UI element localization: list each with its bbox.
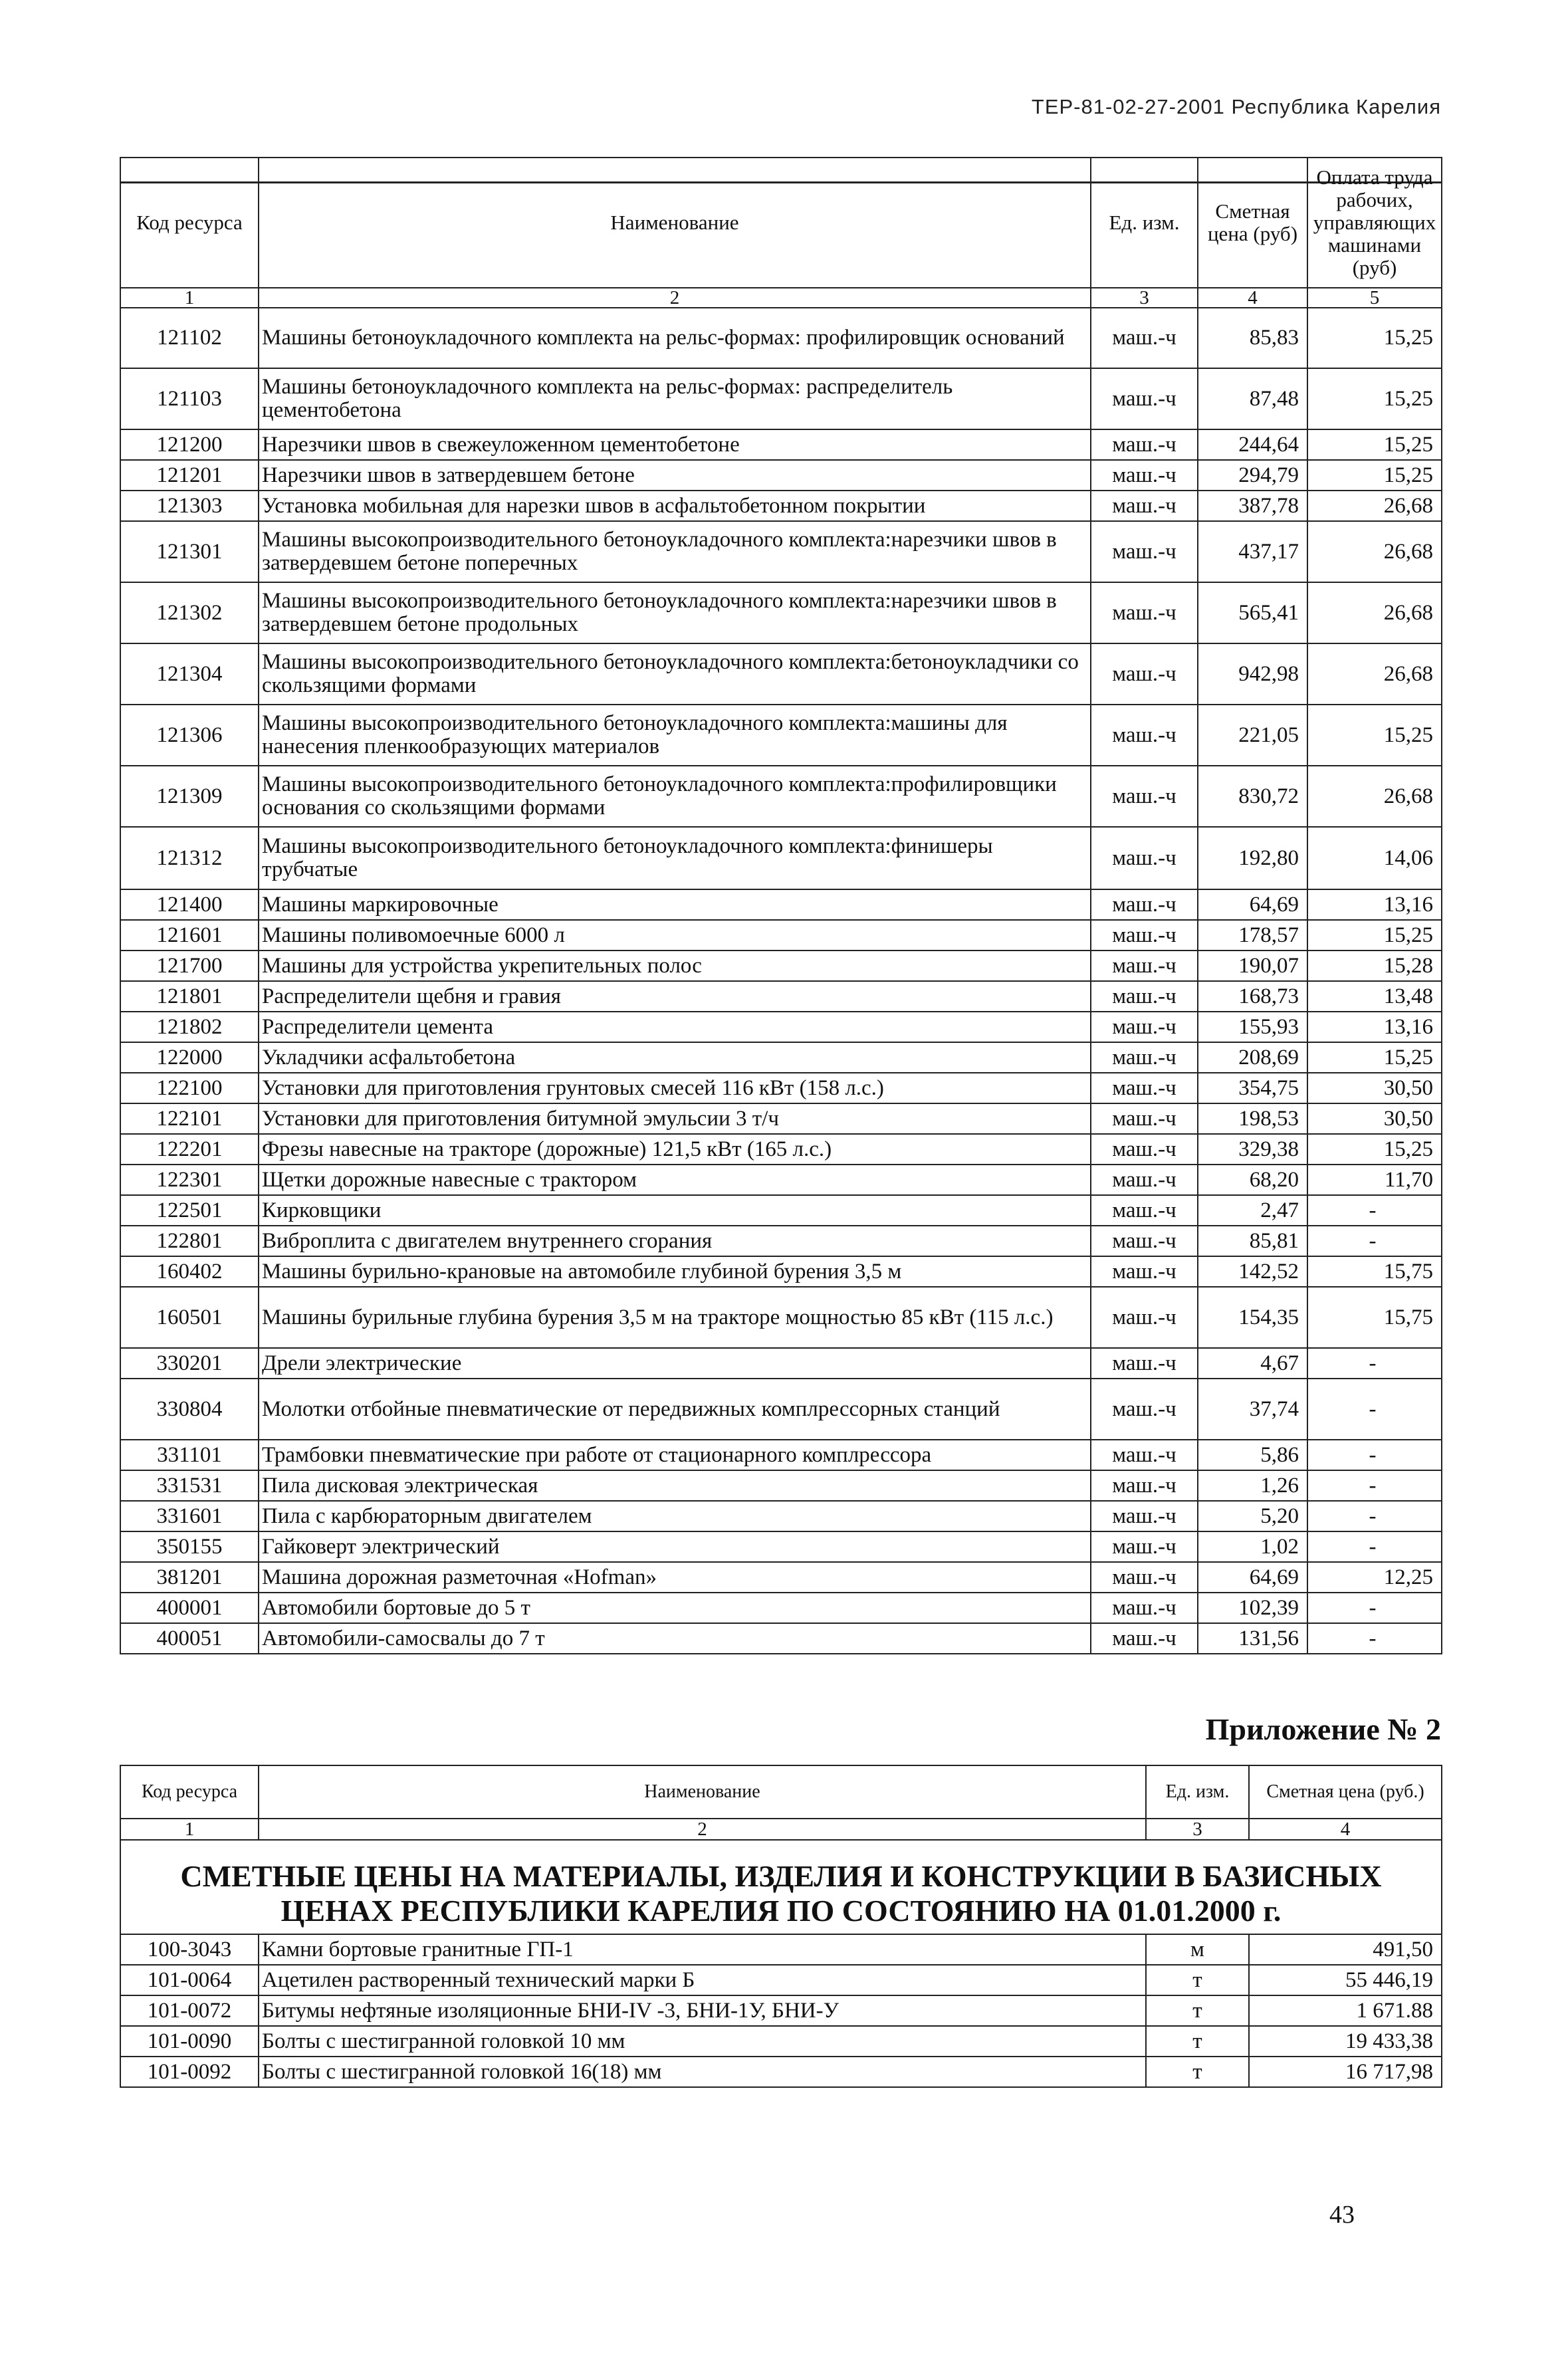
row-price: 1,26 <box>1198 1470 1307 1501</box>
row-wage: - <box>1307 1470 1442 1501</box>
row-unit: маш.-ч <box>1091 1287 1198 1348</box>
row-name: Укладчики асфальтобетона <box>259 1042 1091 1073</box>
row-wage: 30,50 <box>1307 1103 1442 1134</box>
row-wage: 15,25 <box>1307 1042 1442 1073</box>
row-price: 565,41 <box>1198 582 1307 643</box>
row-name: Кирковщики <box>259 1195 1091 1226</box>
row-wage: 30,50 <box>1307 1073 1442 1103</box>
row-unit: маш.-ч <box>1091 1379 1198 1440</box>
table-row <box>120 1287 1442 1348</box>
row-name: Машины бетоноукладочного комплекта на рельс-формах: профилировщик оснований <box>259 308 1091 368</box>
row-code: 121200 <box>120 429 259 460</box>
row-wage: - <box>1307 1226 1442 1256</box>
table-body <box>120 1934 1442 2087</box>
row-code: 121102 <box>120 308 259 368</box>
table-row <box>120 2026 1442 2057</box>
col-number: 2 <box>259 1819 1146 1840</box>
row-code: 122000 <box>120 1042 259 1073</box>
row-price: 85,83 <box>1198 308 1307 368</box>
row-unit: маш.-ч <box>1091 981 1198 1012</box>
table-row <box>120 1256 1442 1287</box>
row-code: 122801 <box>120 1226 259 1256</box>
row-price: 131,56 <box>1198 1623 1307 1654</box>
row-name: Машины высокопроизводительного бетоноукладочного комплекта:финишеры трубчатые <box>259 827 1091 889</box>
row-code: 121304 <box>120 643 259 705</box>
row-name: Распределители щебня и гравия <box>259 981 1091 1012</box>
table-row <box>120 460 1442 491</box>
row-price: 942,98 <box>1198 643 1307 705</box>
row-price: 208,69 <box>1198 1042 1307 1073</box>
row-unit: маш.-ч <box>1091 1470 1198 1501</box>
row-code: 121103 <box>120 368 259 429</box>
row-name: Машины высокопроизводительного бетоноукладочного комплекта:машины для нанесения пленкообразующих материалов <box>259 705 1091 766</box>
row-name: Машины высокопроизводительного бетоноукладочного комплекта:нарезчики швов в затвердевшем бетоне поперечных <box>259 521 1091 582</box>
row-code: 400001 <box>120 1593 259 1623</box>
table-row <box>120 1134 1442 1165</box>
col-number: 5 <box>1307 288 1442 308</box>
row-unit: маш.-ч <box>1091 1226 1198 1256</box>
row-wage: - <box>1307 1348 1442 1379</box>
row-code: 121201 <box>120 460 259 491</box>
col-header-unit: Ед. изм. <box>1091 158 1198 288</box>
row-code: 121303 <box>120 491 259 521</box>
row-price: 329,38 <box>1198 1134 1307 1165</box>
row-unit: маш.-ч <box>1091 1012 1198 1042</box>
col-header-code: Код ресурса <box>120 1765 259 1819</box>
row-wage: 15,25 <box>1307 920 1442 951</box>
row-price: 221,05 <box>1198 705 1307 766</box>
table-row <box>120 981 1442 1012</box>
row-name: Машины высокопроизводительного бетоноукладочного комплекта:профилировщики основания со скользящими формами <box>259 766 1091 827</box>
row-code: 122100 <box>120 1073 259 1103</box>
row-price: 16 717,98 <box>1249 2057 1442 2087</box>
row-unit: маш.-ч <box>1091 521 1198 582</box>
table-row <box>120 368 1442 429</box>
row-code: 331101 <box>120 1440 259 1470</box>
row-unit: маш.-ч <box>1091 460 1198 491</box>
col-number: 3 <box>1146 1819 1249 1840</box>
table-row <box>120 827 1442 889</box>
row-name: Фрезы навесные на тракторе (дорожные) 121,5 кВт (165 л.с.) <box>259 1134 1091 1165</box>
row-wage: 14,06 <box>1307 827 1442 889</box>
row-code: 101-0064 <box>120 1965 259 1995</box>
table-row <box>120 491 1442 521</box>
row-name: Гайковерт электрический <box>259 1531 1091 1562</box>
col-header-name: Наименование <box>259 1765 1146 1819</box>
row-wage: - <box>1307 1195 1442 1226</box>
row-unit: маш.-ч <box>1091 1501 1198 1531</box>
row-name: Молотки отбойные пневматические от передвижных комплрессорных станций <box>259 1379 1091 1440</box>
col-number: 3 <box>1091 288 1198 308</box>
row-price: 2,47 <box>1198 1195 1307 1226</box>
row-wage: 15,75 <box>1307 1256 1442 1287</box>
table-row <box>120 1195 1442 1226</box>
row-unit: маш.-ч <box>1091 308 1198 368</box>
table-row <box>120 643 1442 705</box>
table-row <box>120 582 1442 643</box>
row-price: 87,48 <box>1198 368 1307 429</box>
table-row <box>120 1440 1442 1470</box>
row-name: Машины высокопроизводительного бетоноукладочного комплекта:бетоноукладчики со скользящими формами <box>259 643 1091 705</box>
row-name: Битумы нефтяные изоляционные БНИ-IV -3, БНИ-1У, БНИ-У <box>259 1995 1146 2026</box>
row-price: 85,81 <box>1198 1226 1307 1256</box>
row-unit: маш.-ч <box>1091 1165 1198 1195</box>
row-unit: т <box>1146 2026 1249 2057</box>
row-name: Машины для устройства укрепительных полос <box>259 951 1091 981</box>
row-unit: маш.-ч <box>1091 1103 1198 1134</box>
row-price: 294,79 <box>1198 460 1307 491</box>
row-unit: маш.-ч <box>1091 827 1198 889</box>
row-unit: маш.-ч <box>1091 1256 1198 1287</box>
row-unit: маш.-ч <box>1091 491 1198 521</box>
row-name: Машины поливомоечные 6000 л <box>259 920 1091 951</box>
row-price: 64,69 <box>1198 889 1307 920</box>
row-price: 55 446,19 <box>1249 1965 1442 1995</box>
row-wage: - <box>1307 1593 1442 1623</box>
row-code: 121700 <box>120 951 259 981</box>
row-price: 155,93 <box>1198 1012 1307 1042</box>
row-unit: маш.-ч <box>1091 368 1198 429</box>
row-price: 198,53 <box>1198 1103 1307 1134</box>
row-unit: маш.-ч <box>1091 889 1198 920</box>
col-number: 1 <box>120 1819 259 1840</box>
table-row <box>120 308 1442 368</box>
row-price: 190,07 <box>1198 951 1307 981</box>
row-price: 244,64 <box>1198 429 1307 460</box>
table-row <box>120 521 1442 582</box>
col-header-code: Код ресурса <box>120 158 259 288</box>
row-wage: 15,25 <box>1307 308 1442 368</box>
row-price: 387,78 <box>1198 491 1307 521</box>
row-wage: 15,25 <box>1307 1134 1442 1165</box>
row-code: 331601 <box>120 1501 259 1531</box>
row-wage: 13,16 <box>1307 889 1442 920</box>
table-row <box>120 1531 1442 1562</box>
row-code: 122501 <box>120 1195 259 1226</box>
table-row <box>120 920 1442 951</box>
row-price: 5,86 <box>1198 1440 1307 1470</box>
table-row <box>120 766 1442 827</box>
row-code: 331531 <box>120 1470 259 1501</box>
row-unit: маш.-ч <box>1091 920 1198 951</box>
row-unit: маш.-ч <box>1091 643 1198 705</box>
document-code: ТЕР-81-02-27-2001 Республика Карелия <box>1031 95 1441 118</box>
row-unit: маш.-ч <box>1091 705 1198 766</box>
column-number-row <box>120 1819 1442 1840</box>
row-name: Щетки дорожные навесные с трактором <box>259 1165 1091 1195</box>
row-name: Ацетилен растворенный технический марки Б <box>259 1965 1146 1995</box>
row-name: Машины бетоноукладочного комплекта на рельс-формах: распределитель цементобетона <box>259 368 1091 429</box>
row-code: 100-3043 <box>120 1934 259 1965</box>
row-price: 168,73 <box>1198 981 1307 1012</box>
row-code: 330804 <box>120 1379 259 1440</box>
page-number: 43 <box>1329 2201 1355 2229</box>
row-price: 102,39 <box>1198 1593 1307 1623</box>
row-price: 354,75 <box>1198 1073 1307 1103</box>
row-price: 178,57 <box>1198 920 1307 951</box>
row-wage: - <box>1307 1379 1442 1440</box>
row-code: 101-0092 <box>120 2057 259 2087</box>
machines-price-table <box>120 157 1442 1654</box>
row-price: 5,20 <box>1198 1501 1307 1531</box>
row-unit: маш.-ч <box>1091 1623 1198 1654</box>
row-name: Установка мобильная для нарезки швов в асфальтобетонном покрытии <box>259 491 1091 521</box>
row-name: Машины бурильно-крановые на автомобиле глубиной бурения 3,5 м <box>259 1256 1091 1287</box>
row-code: 121309 <box>120 766 259 827</box>
row-code: 121801 <box>120 981 259 1012</box>
row-price: 37,74 <box>1198 1379 1307 1440</box>
row-name: Дрели электрические <box>259 1348 1091 1379</box>
row-wage: 15,75 <box>1307 1287 1442 1348</box>
row-unit: маш.-ч <box>1091 582 1198 643</box>
table-row <box>120 1623 1442 1654</box>
row-wage: 13,16 <box>1307 1012 1442 1042</box>
row-name: Автомобили-самосвалы до 7 т <box>259 1623 1091 1654</box>
row-code: 121302 <box>120 582 259 643</box>
row-wage: 15,28 <box>1307 951 1442 981</box>
col-number: 4 <box>1249 1819 1442 1840</box>
row-price: 154,35 <box>1198 1287 1307 1348</box>
row-wage: 26,68 <box>1307 643 1442 705</box>
row-wage: 15,25 <box>1307 460 1442 491</box>
row-code: 121312 <box>120 827 259 889</box>
table-header-row <box>120 1765 1442 1819</box>
row-code: 121301 <box>120 521 259 582</box>
row-price: 192,80 <box>1198 827 1307 889</box>
row-name: Машины маркировочные <box>259 889 1091 920</box>
row-wage: 26,68 <box>1307 491 1442 521</box>
row-wage: - <box>1307 1531 1442 1562</box>
row-name: Установки для приготовления битумной эмульсии 3 т/ч <box>259 1103 1091 1134</box>
table-row <box>120 951 1442 981</box>
table-row <box>120 1995 1442 2026</box>
row-code: 381201 <box>120 1562 259 1593</box>
table-row <box>120 1073 1442 1103</box>
row-wage: 26,68 <box>1307 521 1442 582</box>
row-name: Болты с шестигранной головкой 10 мм <box>259 2026 1146 2057</box>
table-row <box>120 1226 1442 1256</box>
row-wage: - <box>1307 1440 1442 1470</box>
table-row <box>120 1593 1442 1623</box>
row-code: 400051 <box>120 1623 259 1654</box>
col-header-price: Сметная цена (руб) <box>1198 158 1307 288</box>
row-unit: маш.-ч <box>1091 766 1198 827</box>
row-unit: маш.-ч <box>1091 429 1198 460</box>
row-unit: маш.-ч <box>1091 1073 1198 1103</box>
row-name: Болты с шестигранной головкой 16(18) мм <box>259 2057 1146 2087</box>
row-code: 121400 <box>120 889 259 920</box>
table-row <box>120 889 1442 920</box>
table-row <box>120 1165 1442 1195</box>
row-wage: 26,68 <box>1307 766 1442 827</box>
row-code: 122301 <box>120 1165 259 1195</box>
col-number: 4 <box>1198 288 1307 308</box>
table-row <box>120 1470 1442 1501</box>
row-price: 68,20 <box>1198 1165 1307 1195</box>
table-row <box>120 1103 1442 1134</box>
row-name: Нарезчики швов в свежеуложенном цементобетоне <box>259 429 1091 460</box>
row-code: 160501 <box>120 1287 259 1348</box>
row-price: 19 433,38 <box>1249 2026 1442 2057</box>
row-unit: т <box>1146 1995 1249 2026</box>
row-name: Распределители цемента <box>259 1012 1091 1042</box>
row-name: Машины высокопроизводительного бетоноукладочного комплекта:нарезчики швов в затвердевшем бетоне продольных <box>259 582 1091 643</box>
row-name: Пила дисковая электрическая <box>259 1470 1091 1501</box>
row-price: 4,67 <box>1198 1348 1307 1379</box>
row-unit: маш.-ч <box>1091 1348 1198 1379</box>
row-name: Трамбовки пневматические при работе от стационарного комплрессора <box>259 1440 1091 1470</box>
materials-price-table <box>120 1765 1442 2088</box>
row-unit: т <box>1146 1965 1249 1995</box>
row-unit: маш.-ч <box>1091 1593 1198 1623</box>
table-row <box>120 1934 1442 1965</box>
row-name: Машина дорожная разметочная «Hofman» <box>259 1562 1091 1593</box>
row-name: Пила с карбюраторным двигателем <box>259 1501 1091 1531</box>
row-unit: маш.-ч <box>1091 1195 1198 1226</box>
table-row <box>120 1562 1442 1593</box>
row-name: Машины бурильные глубина бурения 3,5 м на тракторе мощностью 85 кВт (115 л.с.) <box>259 1287 1091 1348</box>
row-price: 437,17 <box>1198 521 1307 582</box>
col-number: 1 <box>120 288 259 308</box>
row-code: 122101 <box>120 1103 259 1134</box>
row-name: Установки для приготовления грунтовых смесей 116 кВт (158 л.с.) <box>259 1073 1091 1103</box>
row-unit: маш.-ч <box>1091 1042 1198 1073</box>
table-row <box>120 705 1442 766</box>
row-code: 101-0072 <box>120 1995 259 2026</box>
row-name: Виброплита с двигателем внутреннего сгорания <box>259 1226 1091 1256</box>
col-header-unit: Ед. изм. <box>1146 1765 1249 1819</box>
row-price: 830,72 <box>1198 766 1307 827</box>
row-name: Нарезчики швов в затвердевшем бетоне <box>259 460 1091 491</box>
row-wage: 15,25 <box>1307 368 1442 429</box>
row-wage: 12,25 <box>1307 1562 1442 1593</box>
table-row <box>120 1501 1442 1531</box>
table-body <box>120 308 1442 1654</box>
row-code: 121802 <box>120 1012 259 1042</box>
row-unit: маш.-ч <box>1091 1440 1198 1470</box>
row-code: 122201 <box>120 1134 259 1165</box>
row-code: 101-0090 <box>120 2026 259 2057</box>
table-row <box>120 1012 1442 1042</box>
section-heading-row <box>120 1840 1442 1934</box>
row-unit: маш.-ч <box>1091 1562 1198 1593</box>
row-wage: 11,70 <box>1307 1165 1442 1195</box>
row-unit: маш.-ч <box>1091 951 1198 981</box>
col-header-name: Наименование <box>259 158 1091 288</box>
row-unit: т <box>1146 2057 1249 2087</box>
row-price: 1,02 <box>1198 1531 1307 1562</box>
row-wage: 15,25 <box>1307 429 1442 460</box>
appendix-title: Приложение № 2 <box>1205 1712 1441 1746</box>
col-header-wage: Оплата труда рабочих, управляющих машинами (руб) <box>1307 158 1442 288</box>
row-wage: 26,68 <box>1307 582 1442 643</box>
row-unit: маш.-ч <box>1091 1531 1198 1562</box>
row-price: 142,52 <box>1198 1256 1307 1287</box>
row-wage: - <box>1307 1623 1442 1654</box>
column-number-row <box>120 288 1442 308</box>
col-number: 2 <box>259 288 1091 308</box>
row-wage: 15,25 <box>1307 705 1442 766</box>
row-code: 121306 <box>120 705 259 766</box>
row-code: 160402 <box>120 1256 259 1287</box>
table-row <box>120 429 1442 460</box>
table-row <box>120 2057 1442 2087</box>
row-code: 121601 <box>120 920 259 951</box>
table-row <box>120 1042 1442 1073</box>
row-unit: м <box>1146 1934 1249 1965</box>
table-row <box>120 1379 1442 1440</box>
table-row <box>120 1965 1442 1995</box>
row-name: Камни бортовые гранитные ГП-1 <box>259 1934 1146 1965</box>
row-unit: маш.-ч <box>1091 1134 1198 1165</box>
row-code: 350155 <box>120 1531 259 1562</box>
row-wage: 13,48 <box>1307 981 1442 1012</box>
row-price: 1 671.88 <box>1249 1995 1442 2026</box>
row-price: 64,69 <box>1198 1562 1307 1593</box>
row-wage: - <box>1307 1501 1442 1531</box>
row-price: 491,50 <box>1249 1934 1442 1965</box>
section-heading: СМЕТНЫЕ ЦЕНЫ НА МАТЕРИАЛЫ, ИЗДЕЛИЯ И КОНСТРУКЦИИ В БАЗИСНЫХ ЦЕНАХ РЕСПУБЛИКИ КАРЕЛИЯ ПО СОСТОЯНИЮ НА 01.01.2000 г. <box>120 1840 1442 1934</box>
row-code: 330201 <box>120 1348 259 1379</box>
table-row <box>120 1348 1442 1379</box>
col-header-price: Сметная цена (руб.) <box>1249 1765 1442 1819</box>
row-name: Автомобили бортовые до 5 т <box>259 1593 1091 1623</box>
table-header-row <box>120 158 1442 288</box>
